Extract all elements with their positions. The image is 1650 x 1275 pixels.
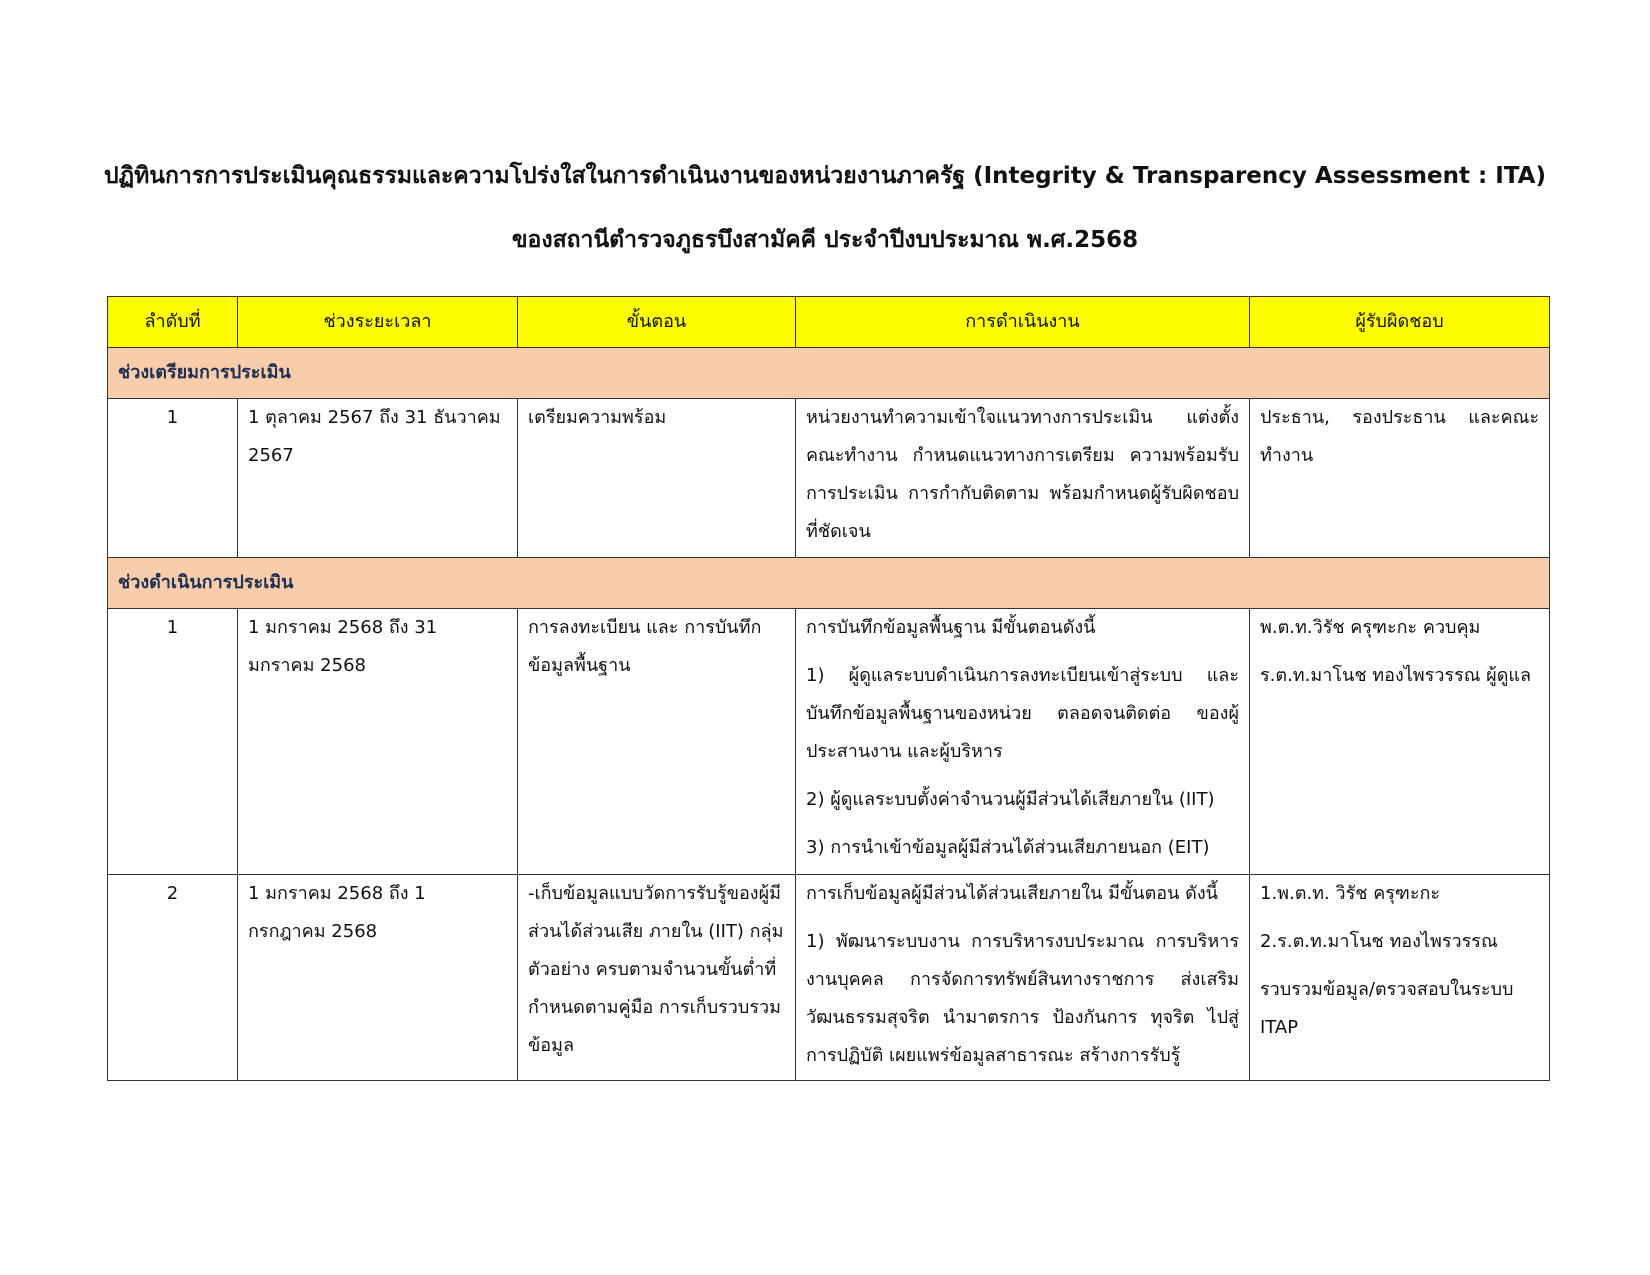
section-row-preparation <box>108 348 1550 399</box>
responsible-line: พ.ต.ท.วิรัช ครุฑะกะ ควบคุม <box>1260 617 1481 638</box>
document-title-line-1: ปฏิทินการการประเมินคุณธรรมและความโปร่งใสในการดำเนินงานของหน่วยงานภาครัฐ (Integrity & Transparency Assessment : ITA) <box>104 163 1546 189</box>
action-paragraph: การบันทึกข้อมูลพื้นฐาน มีขั้นตอนดังนี้ <box>806 617 1096 638</box>
responsible-line: รวบรวมข้อมูล/ตรวจสอบในระบบ ITAP <box>1260 979 1514 1038</box>
header-no: ลำดับที่ <box>108 297 238 348</box>
section-row-assessment <box>108 558 1550 609</box>
ita-calendar-table <box>107 296 1550 1081</box>
header-period: ช่วงระยะเวลา <box>238 297 518 348</box>
responsible-line: ร.ต.ท.มาโนช ทองไพรวรรณ ผู้ดูแล <box>1260 665 1532 686</box>
responsible-line: ประธาน, รองประธาน และคณะทำงาน <box>1260 407 1539 466</box>
action-paragraph: 1) พัฒนาระบบงาน การบริหารงบประมาณ การบริหารงานบุคคล การจัดการทรัพย์สินทางราชการ ส่งเสริมวัฒนธรรมสุจริต นำมาตรการ ป้องกันการ ทุจริต ไปสู่การปฏิบัติ เผยแพร่ข้อมูลสาธารณะ สร้างการรับรู้ <box>806 931 1239 1066</box>
responsible-line: 2.ร.ต.ท.มาโนช ทองไพรวรรณ <box>1260 931 1498 952</box>
table-row <box>108 875 1550 1081</box>
action-paragraph: 2) ผู้ดูแลระบบตั้งค่าจำนวนผู้มีส่วนได้เสียภายใน (IIT) <box>806 789 1215 810</box>
row-period: 1 ตุลาคม 2567 ถึง 31 ธันวาคม 2567 <box>238 399 518 558</box>
action-paragraph: การเก็บข้อมูลผู้มีส่วนได้ส่วนเสียภายใน มีขั้นตอน ดังนี้ <box>806 883 1218 904</box>
section-label: ช่วงเตรียมการประเมิน <box>108 348 1550 399</box>
row-step: เตรียมความพร้อม <box>518 399 796 558</box>
row-actions <box>796 875 1250 1081</box>
row-period: 1 มกราคม 2568 ถึง 31 มกราคม 2568 <box>238 609 518 875</box>
responsible-line: 1.พ.ต.ท. วิรัช ครุฑะกะ <box>1260 883 1441 904</box>
row-period: 1 มกราคม 2568 ถึง 1 กรกฎาคม 2568 <box>238 875 518 1081</box>
header-step: ขั้นตอน <box>518 297 796 348</box>
section-label: ช่วงดำเนินการประเมิน <box>108 558 1550 609</box>
header-actions: การดำเนินงาน <box>796 297 1250 348</box>
row-responsible <box>1250 609 1550 875</box>
table-row <box>108 609 1550 875</box>
row-step: -เก็บข้อมูลแบบวัดการรับรู้ของผู้มีส่วนได้ส่วนเสีย ภายใน (IIT) กลุ่มตัวอย่าง ครบตามจำนวนขั้นต่ำที่กำหนดตามคู่มือ การเก็บรวบรวมข้อมูล <box>518 875 796 1081</box>
table-row <box>108 399 1550 558</box>
row-actions <box>796 399 1250 558</box>
row-no: 1 <box>108 399 238 558</box>
table-header-row <box>108 297 1550 348</box>
row-step: การลงทะเบียน และ การบันทึกข้อมูลพื้นฐาน <box>518 609 796 875</box>
row-responsible <box>1250 399 1550 558</box>
row-actions <box>796 609 1250 875</box>
row-responsible <box>1250 875 1550 1081</box>
row-no: 2 <box>108 875 238 1081</box>
header-responsible: ผู้รับผิดชอบ <box>1250 297 1550 348</box>
action-paragraph: 1) ผู้ดูแลระบบดำเนินการลงทะเบียนเข้าสู่ระบบ และบันทึกข้อมูลพื้นฐานของหน่วย ตลอดจนติดต่อ ของผู้ประสานงาน และผู้บริหาร <box>806 665 1239 762</box>
action-paragraph: หน่วยงานทำความเข้าใจแนวทางการประเมิน แต่งตั้งคณะทำงาน กำหนดแนวทางการเตรียม ความพร้อมรับการประเมิน การกำกับติดตาม พร้อมกำหนดผู้รับผิดชอบที่ชัดเจน <box>806 407 1239 542</box>
row-no: 1 <box>108 609 238 875</box>
action-paragraph: 3) การนำเข้าข้อมูลผู้มีส่วนได้ส่วนเสียภายนอก (EIT) <box>806 837 1210 858</box>
document-title-line-2: ของสถานีตำรวจภูธรบึงสามัคคี ประจำปีงบประมาณ พ.ศ.2568 <box>511 227 1139 253</box>
